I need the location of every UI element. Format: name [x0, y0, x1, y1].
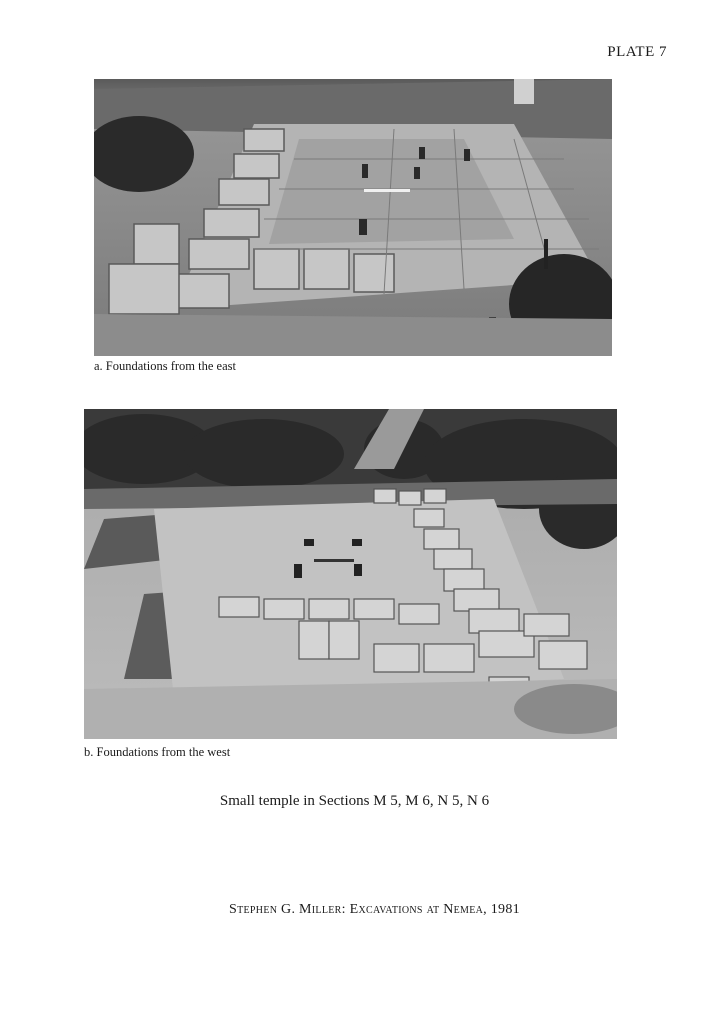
plate-title: Small temple in Sections M 5, M 6, N 5, N 6	[219, 793, 490, 809]
plate-number: PLATE 7	[607, 44, 667, 60]
running-footer: Stephen G. Miller: Excavations at Nemea, 1981	[229, 902, 520, 917]
figure-caption-b: b. Foundations from the west	[84, 745, 231, 759]
photo-foundations-west	[84, 409, 617, 739]
photo-foundations-east	[94, 79, 612, 356]
figure-caption-a: a. Foundations from the east	[94, 359, 236, 373]
